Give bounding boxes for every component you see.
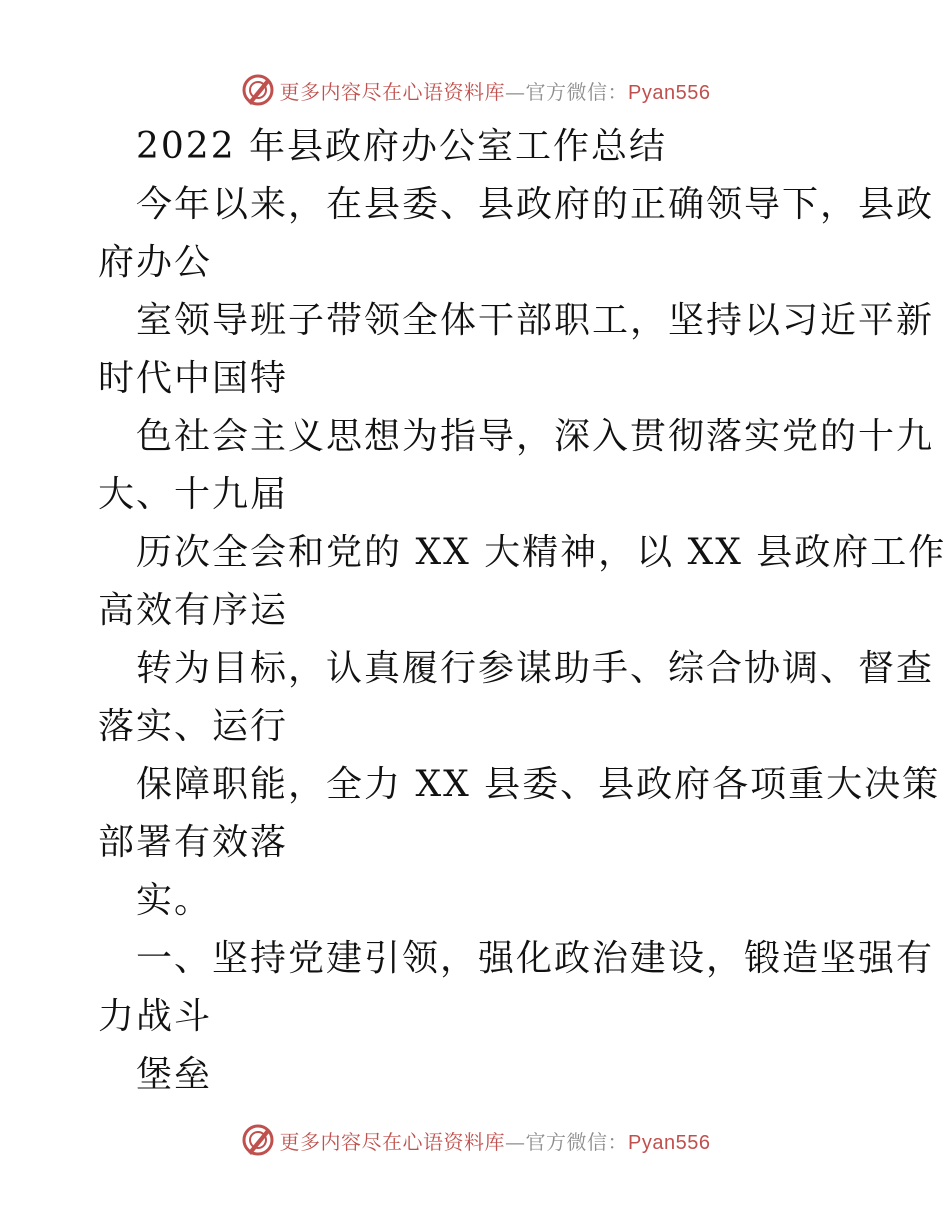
- watermark-text: 更多内容尽在心语资料库—官方微信：Pyan556: [279, 79, 711, 104]
- paragraph-line: 落实、运行: [98, 706, 289, 747]
- paragraph-line: 府办公: [98, 242, 213, 283]
- paragraph-line: 时代中国特: [98, 358, 289, 399]
- footer-watermark: [0, 1120, 950, 1160]
- document-title: 2022 年县政府办公室工作总结: [136, 126, 668, 167]
- header-watermark: [0, 70, 950, 110]
- pen-circle-logo-icon: [240, 1122, 276, 1158]
- document-body: [98, 118, 947, 1104]
- section-heading-line: 堡垒: [136, 1054, 213, 1095]
- section-heading-line: 力战斗: [98, 996, 213, 1037]
- section-heading-line: 一、坚持党建引领，强化政治建设，锻造坚强有: [136, 938, 935, 979]
- paragraph-line: 大、十九届: [98, 474, 289, 515]
- paragraph-line: 高效有序运: [98, 590, 289, 631]
- paragraph-line: 历次全会和党的 XX 大精神，以 XX 县政府工作: [136, 532, 947, 573]
- paragraph-line: 部署有效落: [98, 822, 289, 863]
- paragraph-line: 色社会主义思想为指导，深入贯彻落实党的十九: [136, 416, 935, 457]
- paragraph-line: 转为目标，认真履行参谋助手、综合协调、督查: [136, 648, 935, 689]
- paragraph-line: 今年以来，在县委、县政府的正确领导下，县政: [136, 184, 935, 225]
- paragraph-line: 室领导班子带领全体干部职工，坚持以习近平新: [136, 300, 935, 341]
- paragraph-line: 保障职能，全力 XX 县委、县政府各项重大决策: [136, 764, 941, 805]
- paragraph-line: 实。: [136, 880, 213, 921]
- pen-circle-logo-icon: [240, 72, 276, 108]
- watermark-text: 更多内容尽在心语资料库—官方微信：Pyan556: [279, 1129, 711, 1154]
